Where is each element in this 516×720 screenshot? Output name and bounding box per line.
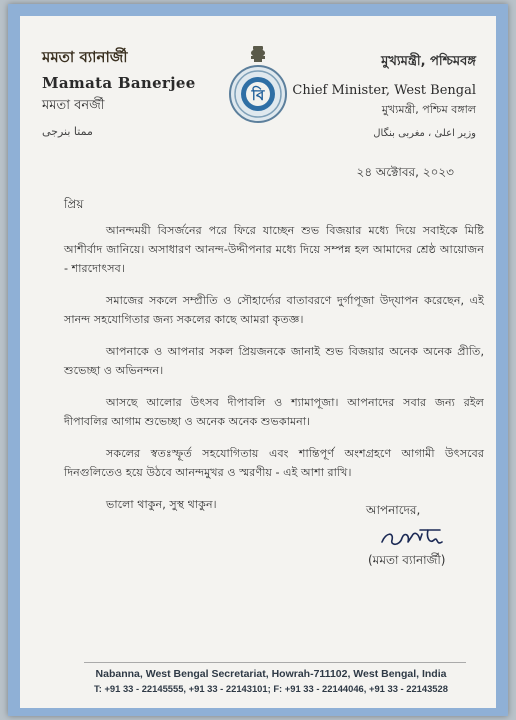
signatory-name: (মমতা ব্যানার্জী) — [368, 553, 446, 567]
letter-closing: আপনাদের, — [366, 503, 421, 517]
title-other-script: মুখ্যমন্ত্রী, পশ্চিম বঙ্গাল — [381, 103, 476, 116]
name-bengali: মমতা বনর্জী — [42, 98, 105, 113]
letter-paragraph: ভালো থাকুন, সুস্থ থাকুন। — [106, 498, 217, 511]
letter-paper — [20, 16, 496, 708]
letter-sheet — [8, 4, 508, 716]
letter-paragraph: সকলের স্বতঃস্ফূর্ত সহযোগিতায় এবং শান্তিপূর্ণ অংশগ্রহণে আগামী উৎসবের দিনগুলিতেও হয়ে উঠবে আনন্দমুখর ও স্মরণীয় - এই আশা রাখি। — [64, 447, 484, 479]
letter-paragraph: আসছে আলোর উৎসব দীপাবলি ও শ্যামাপূজা। আপনাদের সবার জন্য রইল দীপাবলির আগাম শুভেচ্ছা ও অনেক অনেক শুভকামনা। — [64, 396, 484, 428]
letter-footer — [70, 668, 472, 694]
handwritten-signature — [376, 524, 456, 552]
name-english: Mamata Banerjee — [42, 74, 196, 92]
title-english: Chief Minister, West Bengal — [292, 83, 476, 98]
letter-salutation: প্রিয় — [64, 197, 84, 211]
footer-phones: T: +91 33 - 22145555, +91 33 - 22143101; F: +91 33 - 22144046, +91 33 - 22143528 — [94, 683, 448, 694]
name-bengali-signature: মমতা ব্যানার্জী — [42, 48, 128, 66]
title-bengali-signature: মুখ্যমন্ত্রী, পশ্চিমবঙ্গ — [381, 54, 476, 69]
emblem-seal-glyph: বি — [251, 86, 265, 104]
letter-paragraph: আনন্দময়ী বিসর্জনের পরে ফিরে যাচ্ছেন শুভ বিজয়ার মধ্যে দিয়ে সবাইকে মিষ্টি আশীর্বাদ জানিয়ে। অসাধারণ আনন্দ-উদ্দীপনার মধ্যে দিয়ে সম্পন্ন হল আমাদের শ্রেষ্ঠ আয়োজন - শারদোৎসব। — [64, 224, 484, 275]
title-urdu: وزیر اعلیٰ ، مغربی بنگال — [373, 128, 476, 139]
letter-date: ২৪ অক্টোবর, ২০২৩ — [356, 165, 454, 179]
letter-body — [64, 221, 484, 527]
name-urdu: ممتا بنرجی — [42, 125, 93, 138]
letter-paragraph: সমাজের সকলে সম্প্রীতি ও সৌহার্দ্যের বাতাবরণে দুর্গাপূজা উদ্‌যাপন করেছেন, এই সানন্দ সহযোগিতার জন্য সকলের কাছে আমরা কৃতজ্ঞ। — [64, 294, 484, 326]
letterhead-left — [42, 46, 196, 138]
footer-address: Nabanna, West Bengal Secretariat, Howrah-711102, West Bengal, India — [95, 668, 447, 680]
letterhead-right — [292, 52, 476, 139]
state-emblem-icon — [223, 44, 293, 124]
letter-paragraph: আপনাকে ও আপনার সকল প্রিয়জনকে জানাই শুভ বিজয়ার অনেক অনেক প্রীতি, শুভেচ্ছা ও অভিনন্দন। — [64, 345, 484, 377]
footer-divider — [84, 662, 466, 663]
